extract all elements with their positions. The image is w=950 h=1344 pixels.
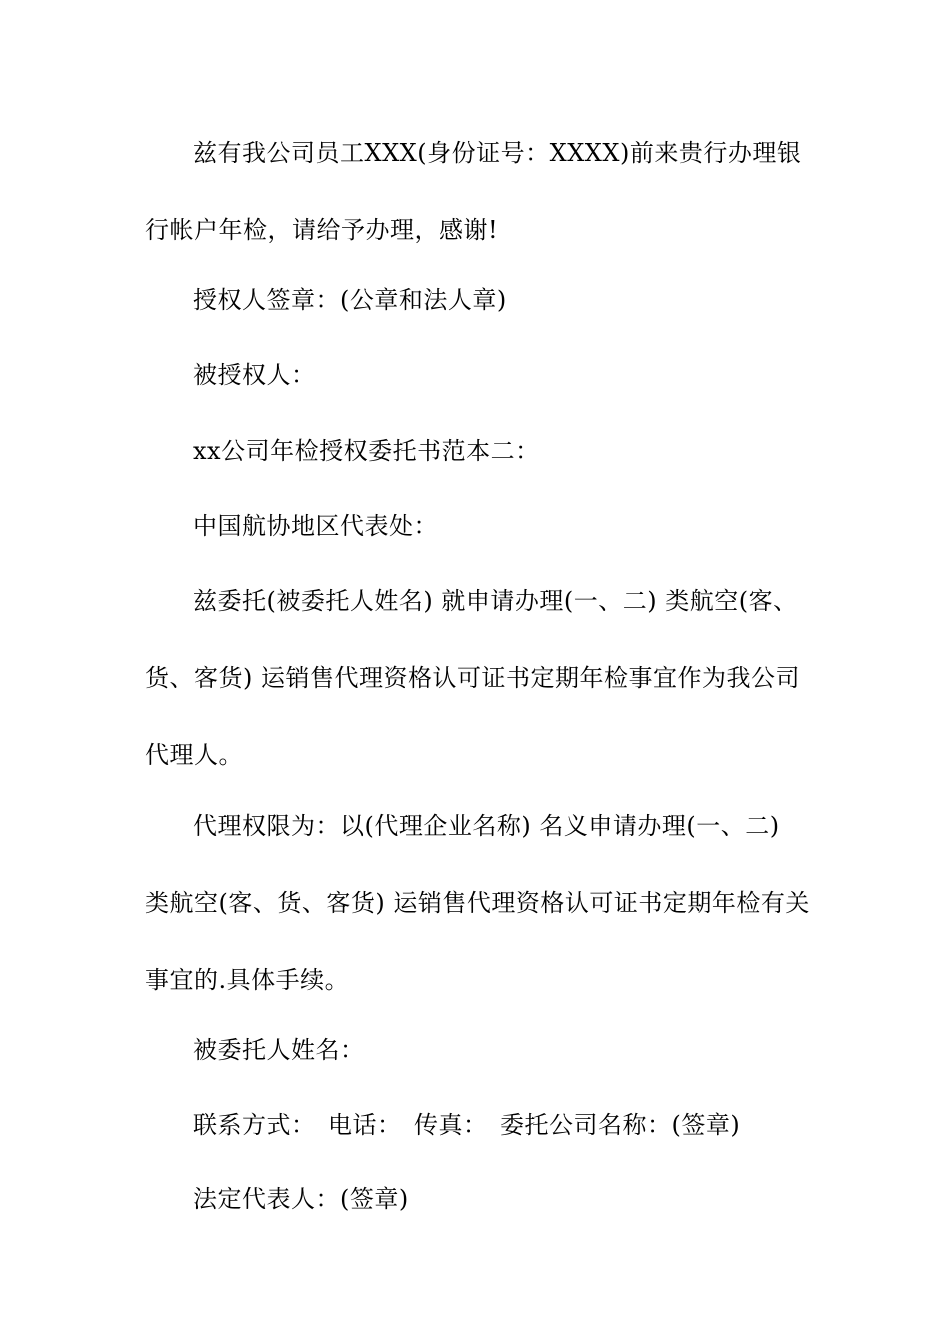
- paragraph-authorizer-signature: 授权人签章：(公章和法人章): [193, 286, 507, 314]
- paragraph-legal-representative: 法定代表人：(签章): [193, 1185, 409, 1213]
- paragraph-contact-info: 联系方式： 电话： 传真： 委托公司名称：(签章): [193, 1111, 741, 1139]
- paragraph-authority-scope: 代理权限为：以(代理企业名称) 名义申请办理(一、二) 类航空(客、货、客货) 运销售代理资格认可证书定期年检有关事宜的.具体手续。: [145, 812, 810, 994]
- paragraph-entrustment: 兹委托(被委托人姓名) 就申请办理(一、二) 类航空(客、货、客货) 运销售代理资格认可证书定期年检事宜作为我公司代理人。: [145, 587, 800, 769]
- paragraph-recipient: 中国航协地区代表处：: [193, 512, 438, 540]
- paragraph-intro: 兹有我公司员工XXX(身份证号：XXXX)前来贵行办理银行帐户年检，请给予办理，感谢!: [145, 139, 802, 244]
- paragraph-template-two-title: xx公司年检授权委托书范本二：: [193, 437, 540, 465]
- paragraph-authorized-person: 被授权人：: [193, 361, 316, 389]
- paragraph-trustee-name: 被委托人姓名：: [193, 1036, 365, 1064]
